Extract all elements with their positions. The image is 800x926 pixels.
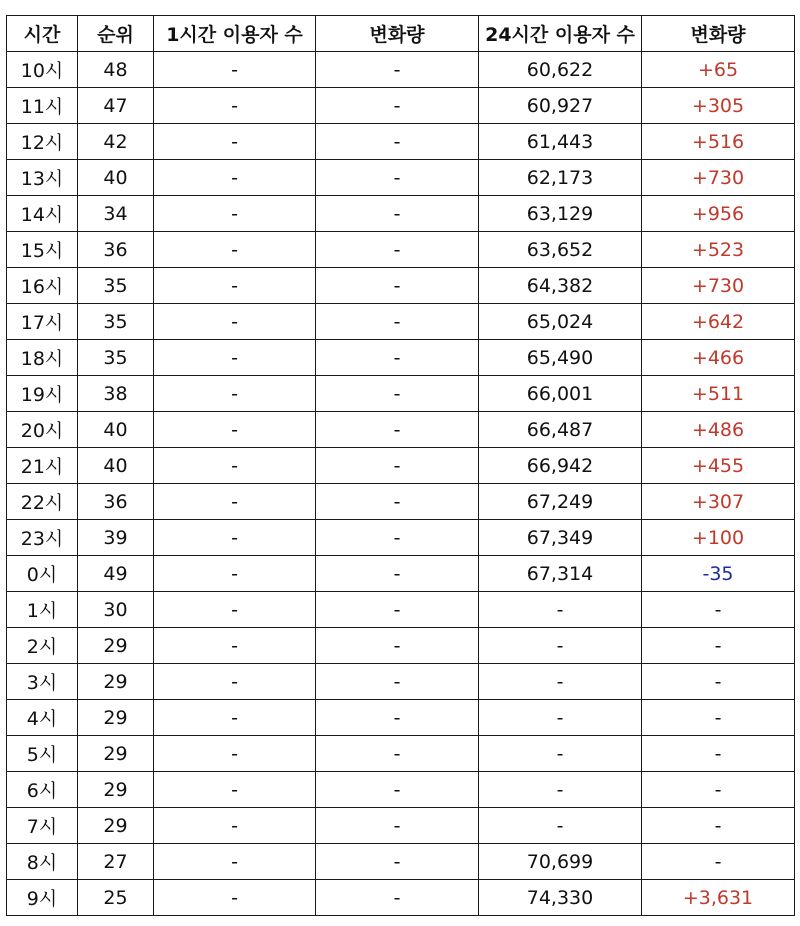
cell-users-24h: 65,024 (479, 304, 642, 340)
header-users-24h: 24시간 이용자 수 (479, 16, 642, 52)
cell-change-24h: +3,631 (642, 880, 795, 916)
cell-rank: 25 (78, 880, 154, 916)
cell-change-24h: - (642, 844, 795, 880)
cell-change-1h: - (316, 484, 479, 520)
cell-change-24h: +466 (642, 340, 795, 376)
cell-time: 6시 (7, 772, 78, 808)
cell-change-1h: - (316, 232, 479, 268)
cell-change-24h: +523 (642, 232, 795, 268)
cell-users-24h: 62,173 (479, 160, 642, 196)
cell-time: 9시 (7, 880, 78, 916)
cell-rank: 40 (78, 448, 154, 484)
cell-rank: 29 (78, 664, 154, 700)
cell-change-1h: - (316, 340, 479, 376)
cell-users-1h: - (154, 772, 316, 808)
table-row (7, 232, 795, 268)
table-row (7, 412, 795, 448)
cell-change-1h: - (316, 736, 479, 772)
table-row (7, 88, 795, 124)
cell-change-1h: - (316, 772, 479, 808)
cell-users-24h: 70,699 (479, 844, 642, 880)
cell-users-1h: - (154, 88, 316, 124)
header-rank: 순위 (78, 16, 154, 52)
cell-users-24h: 66,942 (479, 448, 642, 484)
table-row (7, 304, 795, 340)
cell-time: 3시 (7, 664, 78, 700)
cell-users-24h: 67,349 (479, 520, 642, 556)
cell-rank: 47 (78, 88, 154, 124)
cell-time: 5시 (7, 736, 78, 772)
cell-change-24h: +486 (642, 412, 795, 448)
cell-users-1h: - (154, 52, 316, 88)
table-row (7, 520, 795, 556)
cell-rank: 30 (78, 592, 154, 628)
cell-users-24h: - (479, 772, 642, 808)
cell-time: 13시 (7, 160, 78, 196)
cell-time: 0시 (7, 556, 78, 592)
table-row (7, 376, 795, 412)
cell-users-1h: - (154, 808, 316, 844)
header-users-1h: 1시간 이용자 수 (154, 16, 316, 52)
header-change-24h: 변화량 (642, 16, 795, 52)
cell-rank: 40 (78, 160, 154, 196)
cell-time: 19시 (7, 376, 78, 412)
cell-change-1h: - (316, 412, 479, 448)
cell-users-1h: - (154, 880, 316, 916)
cell-rank: 29 (78, 736, 154, 772)
cell-change-1h: - (316, 124, 479, 160)
cell-time: 23시 (7, 520, 78, 556)
header-change-1h: 변화량 (316, 16, 479, 52)
cell-users-1h: - (154, 484, 316, 520)
table-row (7, 772, 795, 808)
cell-change-24h: +305 (642, 88, 795, 124)
table-body (7, 52, 795, 916)
cell-users-1h: - (154, 664, 316, 700)
cell-rank: 42 (78, 124, 154, 160)
cell-change-24h: - (642, 700, 795, 736)
cell-users-1h: - (154, 376, 316, 412)
header-row (7, 16, 795, 52)
cell-users-24h: 63,129 (479, 196, 642, 232)
cell-users-1h: - (154, 736, 316, 772)
cell-change-24h: - (642, 736, 795, 772)
cell-change-1h: - (316, 376, 479, 412)
cell-time: 2시 (7, 628, 78, 664)
cell-change-24h: +730 (642, 268, 795, 304)
cell-time: 18시 (7, 340, 78, 376)
cell-change-1h: - (316, 160, 479, 196)
cell-users-1h: - (154, 412, 316, 448)
cell-users-24h: 63,652 (479, 232, 642, 268)
cell-time: 17시 (7, 304, 78, 340)
cell-rank: 35 (78, 268, 154, 304)
cell-users-1h: - (154, 592, 316, 628)
cell-users-1h: - (154, 304, 316, 340)
cell-change-1h: - (316, 88, 479, 124)
cell-change-1h: - (316, 52, 479, 88)
cell-users-24h: - (479, 736, 642, 772)
table-row (7, 196, 795, 232)
cell-users-24h: 66,487 (479, 412, 642, 448)
cell-time: 4시 (7, 700, 78, 736)
cell-users-1h: - (154, 124, 316, 160)
cell-change-24h: - (642, 664, 795, 700)
cell-change-1h: - (316, 628, 479, 664)
cell-users-1h: - (154, 628, 316, 664)
cell-users-24h: - (479, 700, 642, 736)
table-row (7, 844, 795, 880)
cell-time: 7시 (7, 808, 78, 844)
cell-time: 14시 (7, 196, 78, 232)
cell-time: 12시 (7, 124, 78, 160)
cell-rank: 29 (78, 772, 154, 808)
cell-users-1h: - (154, 232, 316, 268)
cell-users-1h: - (154, 160, 316, 196)
cell-users-1h: - (154, 700, 316, 736)
table-row (7, 628, 795, 664)
cell-change-1h: - (316, 844, 479, 880)
cell-users-24h: 66,001 (479, 376, 642, 412)
cell-change-24h: - (642, 808, 795, 844)
cell-change-24h: - (642, 592, 795, 628)
table-row (7, 340, 795, 376)
cell-time: 22시 (7, 484, 78, 520)
cell-change-1h: - (316, 268, 479, 304)
table-row (7, 736, 795, 772)
table-row (7, 880, 795, 916)
cell-change-1h: - (316, 304, 479, 340)
cell-change-24h: +307 (642, 484, 795, 520)
cell-change-1h: - (316, 880, 479, 916)
cell-rank: 29 (78, 700, 154, 736)
cell-change-1h: - (316, 196, 479, 232)
table-row (7, 592, 795, 628)
cell-users-24h: 64,382 (479, 268, 642, 304)
cell-change-24h: +511 (642, 376, 795, 412)
table-row (7, 160, 795, 196)
cell-users-1h: - (154, 340, 316, 376)
cell-change-24h: -35 (642, 556, 795, 592)
cell-time: 1시 (7, 592, 78, 628)
table-row (7, 664, 795, 700)
cell-rank: 27 (78, 844, 154, 880)
cell-users-24h: - (479, 592, 642, 628)
cell-change-24h: +65 (642, 52, 795, 88)
cell-rank: 35 (78, 340, 154, 376)
cell-users-24h: 60,927 (479, 88, 642, 124)
cell-change-1h: - (316, 664, 479, 700)
cell-users-24h: 60,622 (479, 52, 642, 88)
cell-users-24h: 65,490 (479, 340, 642, 376)
cell-time: 21시 (7, 448, 78, 484)
cell-users-24h: - (479, 664, 642, 700)
table-row (7, 556, 795, 592)
table-row (7, 484, 795, 520)
cell-users-1h: - (154, 556, 316, 592)
table-row (7, 124, 795, 160)
cell-time: 16시 (7, 268, 78, 304)
cell-change-24h: +455 (642, 448, 795, 484)
cell-users-24h: 74,330 (479, 880, 642, 916)
cell-change-1h: - (316, 556, 479, 592)
cell-users-24h: - (479, 628, 642, 664)
cell-change-1h: - (316, 808, 479, 844)
cell-change-1h: - (316, 520, 479, 556)
table-row (7, 448, 795, 484)
cell-change-24h: +516 (642, 124, 795, 160)
cell-rank: 29 (78, 628, 154, 664)
table-row (7, 52, 795, 88)
cell-users-24h: 67,249 (479, 484, 642, 520)
cell-rank: 36 (78, 232, 154, 268)
header-time: 시간 (7, 16, 78, 52)
cell-time: 11시 (7, 88, 78, 124)
cell-users-1h: - (154, 844, 316, 880)
cell-change-24h: - (642, 772, 795, 808)
hourly-user-stats-table (6, 15, 795, 916)
cell-time: 20시 (7, 412, 78, 448)
cell-time: 8시 (7, 844, 78, 880)
cell-users-1h: - (154, 520, 316, 556)
cell-rank: 34 (78, 196, 154, 232)
cell-change-1h: - (316, 448, 479, 484)
cell-users-1h: - (154, 268, 316, 304)
cell-users-24h: 67,314 (479, 556, 642, 592)
cell-users-1h: - (154, 448, 316, 484)
cell-time: 15시 (7, 232, 78, 268)
cell-rank: 29 (78, 808, 154, 844)
cell-time: 10시 (7, 52, 78, 88)
cell-users-24h: - (479, 808, 642, 844)
cell-rank: 48 (78, 52, 154, 88)
table-row (7, 808, 795, 844)
cell-change-24h: +956 (642, 196, 795, 232)
table-row (7, 268, 795, 304)
cell-change-24h: - (642, 628, 795, 664)
cell-rank: 36 (78, 484, 154, 520)
cell-change-24h: +100 (642, 520, 795, 556)
cell-rank: 39 (78, 520, 154, 556)
table-row (7, 700, 795, 736)
cell-change-1h: - (316, 700, 479, 736)
cell-change-1h: - (316, 592, 479, 628)
cell-rank: 49 (78, 556, 154, 592)
cell-rank: 35 (78, 304, 154, 340)
cell-change-24h: +642 (642, 304, 795, 340)
cell-users-1h: - (154, 196, 316, 232)
cell-rank: 38 (78, 376, 154, 412)
cell-change-24h: +730 (642, 160, 795, 196)
cell-users-24h: 61,443 (479, 124, 642, 160)
cell-rank: 40 (78, 412, 154, 448)
